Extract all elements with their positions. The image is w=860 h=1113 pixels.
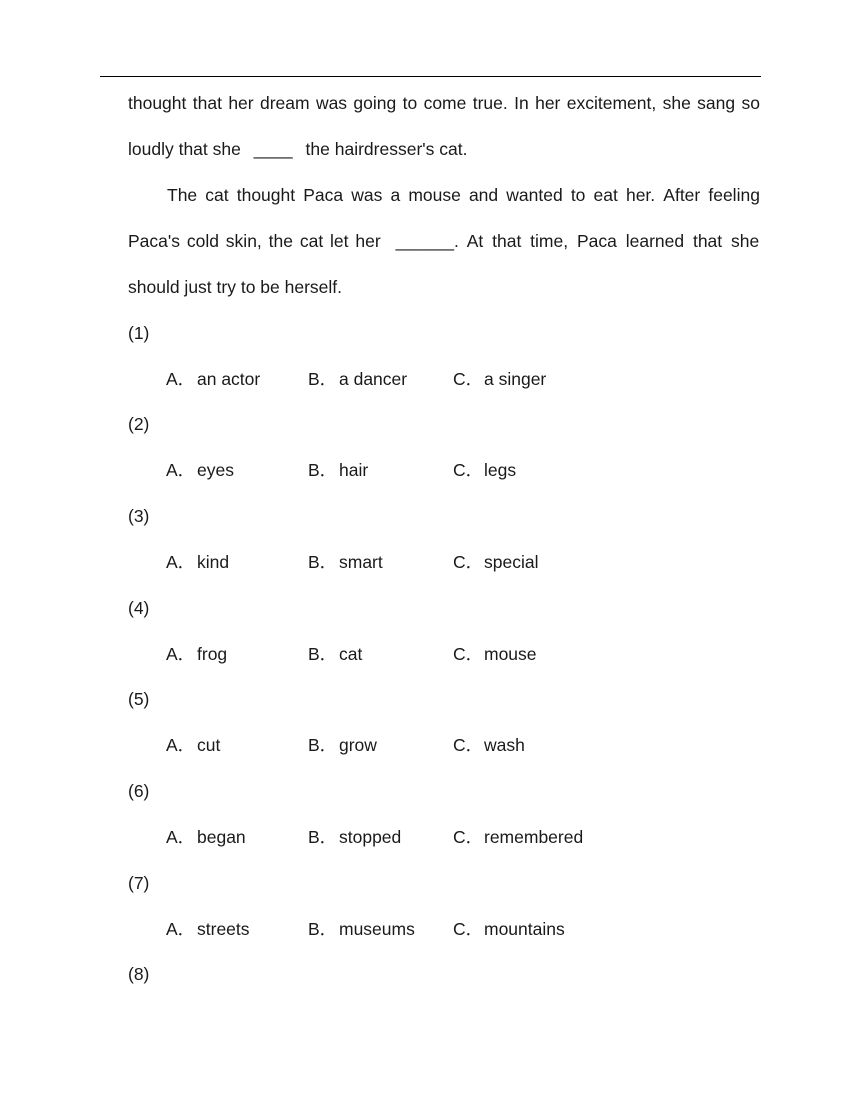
option-text: wash xyxy=(484,735,525,755)
option-text: smart xyxy=(339,552,383,572)
passage-line-3 xyxy=(167,182,760,208)
word: her xyxy=(228,93,254,113)
word: excitement, xyxy=(566,93,657,113)
word: was xyxy=(315,93,348,113)
option-text: mountains xyxy=(484,919,565,939)
word: so xyxy=(741,93,760,113)
option-letter: C． xyxy=(453,369,484,389)
word: true. xyxy=(472,93,508,113)
word: sang xyxy=(697,93,736,113)
option-letter: C． xyxy=(453,552,484,572)
option-letter: C． xyxy=(453,644,484,664)
question-number: (1) xyxy=(128,323,150,343)
option-letter: A． xyxy=(166,735,196,755)
option-text: a singer xyxy=(484,369,547,389)
option-a xyxy=(166,916,250,942)
passage-line-1 xyxy=(128,90,760,116)
option-letter: B． xyxy=(308,369,338,389)
option-letter: C． xyxy=(453,827,484,847)
option-c xyxy=(453,824,583,850)
options-row xyxy=(0,457,860,483)
option-b xyxy=(308,366,407,392)
option-b xyxy=(308,549,383,575)
word: feeling xyxy=(708,185,760,205)
option-text: remembered xyxy=(484,827,584,847)
option-letter: A． xyxy=(166,644,196,664)
word: she xyxy=(662,93,691,113)
passage-text: loudly that she xyxy=(128,139,241,159)
option-b xyxy=(308,457,368,483)
option-letter: A． xyxy=(166,552,196,572)
option-b xyxy=(308,641,362,667)
answer-blank: ______ xyxy=(395,231,454,251)
answer-blank: ____ xyxy=(253,139,293,159)
passage-text: . At that time, Paca learned that she xyxy=(453,231,760,251)
word: a xyxy=(390,185,401,205)
word: to xyxy=(402,93,418,113)
word: and xyxy=(468,185,499,205)
word: going xyxy=(353,93,397,113)
option-b xyxy=(308,916,415,942)
option-text: cat xyxy=(339,644,363,664)
passage-line-4 xyxy=(128,228,760,254)
option-text: streets xyxy=(197,919,250,939)
word: dream xyxy=(259,93,310,113)
passage-text: Paca's cold skin, the cat let her xyxy=(128,231,381,251)
option-letter: A． xyxy=(166,460,196,480)
option-b xyxy=(308,824,401,850)
option-a xyxy=(166,824,246,850)
option-letter: C． xyxy=(453,735,484,755)
options-row xyxy=(0,916,860,942)
word: mouse xyxy=(408,185,461,205)
question-number: (3) xyxy=(128,506,150,526)
word: In xyxy=(514,93,529,113)
option-letter: B． xyxy=(308,827,338,847)
question-number: (8) xyxy=(128,964,150,984)
option-a xyxy=(166,732,220,758)
option-text: special xyxy=(484,552,539,572)
word: wanted xyxy=(506,185,563,205)
options-row xyxy=(0,824,860,850)
option-c xyxy=(453,457,516,483)
option-letter: A． xyxy=(166,919,196,939)
passage-line-5: should just try to be herself. xyxy=(128,277,342,297)
word: eat xyxy=(593,185,618,205)
word: come xyxy=(423,93,467,113)
option-text: cut xyxy=(197,735,221,755)
option-letter: B． xyxy=(308,644,338,664)
question-number: (7) xyxy=(128,873,150,893)
word: cat xyxy=(205,185,229,205)
option-text: mouse xyxy=(484,644,537,664)
passage-line-2 xyxy=(128,136,760,162)
option-letter: C． xyxy=(453,460,484,480)
question-number: (5) xyxy=(128,689,150,709)
option-text: legs xyxy=(484,460,517,480)
question-number: (2) xyxy=(128,414,150,434)
option-text: a dancer xyxy=(339,369,408,389)
option-b xyxy=(308,732,377,758)
option-a xyxy=(166,641,227,667)
passage-text: the hairdresser's cat. xyxy=(305,139,468,159)
question-number: (4) xyxy=(128,598,150,618)
option-text: museums xyxy=(339,919,415,939)
options-row xyxy=(0,732,860,758)
option-letter: A． xyxy=(166,827,196,847)
word: her. xyxy=(625,185,656,205)
option-a xyxy=(166,366,260,392)
option-c xyxy=(453,916,565,942)
option-letter: A． xyxy=(166,369,196,389)
word: was xyxy=(351,185,383,205)
options-row xyxy=(0,366,860,392)
word: The xyxy=(167,185,198,205)
word: After xyxy=(663,185,701,205)
option-text: eyes xyxy=(197,460,234,480)
word: Paca xyxy=(303,185,344,205)
word: thought xyxy=(236,185,296,205)
option-text: kind xyxy=(197,552,230,572)
option-text: grow xyxy=(339,735,377,755)
option-text: hair xyxy=(339,460,369,480)
option-letter: B． xyxy=(308,552,338,572)
word: thought xyxy=(128,93,187,113)
option-text: stopped xyxy=(339,827,402,847)
word: her xyxy=(535,93,561,113)
options-row xyxy=(0,641,860,667)
option-c xyxy=(453,366,546,392)
option-text: began xyxy=(197,827,246,847)
option-letter: B． xyxy=(308,919,338,939)
option-letter: C． xyxy=(453,919,484,939)
question-number: (6) xyxy=(128,781,150,801)
option-text: an actor xyxy=(197,369,261,389)
option-letter: B． xyxy=(308,735,338,755)
option-a xyxy=(166,457,234,483)
option-c xyxy=(453,549,538,575)
word: to xyxy=(570,185,586,205)
option-c xyxy=(453,732,525,758)
options-row xyxy=(0,549,860,575)
option-a xyxy=(166,549,229,575)
option-letter: B． xyxy=(308,460,338,480)
option-c xyxy=(453,641,537,667)
header-rule xyxy=(100,76,761,77)
word: that xyxy=(192,93,222,113)
option-text: frog xyxy=(197,644,228,664)
